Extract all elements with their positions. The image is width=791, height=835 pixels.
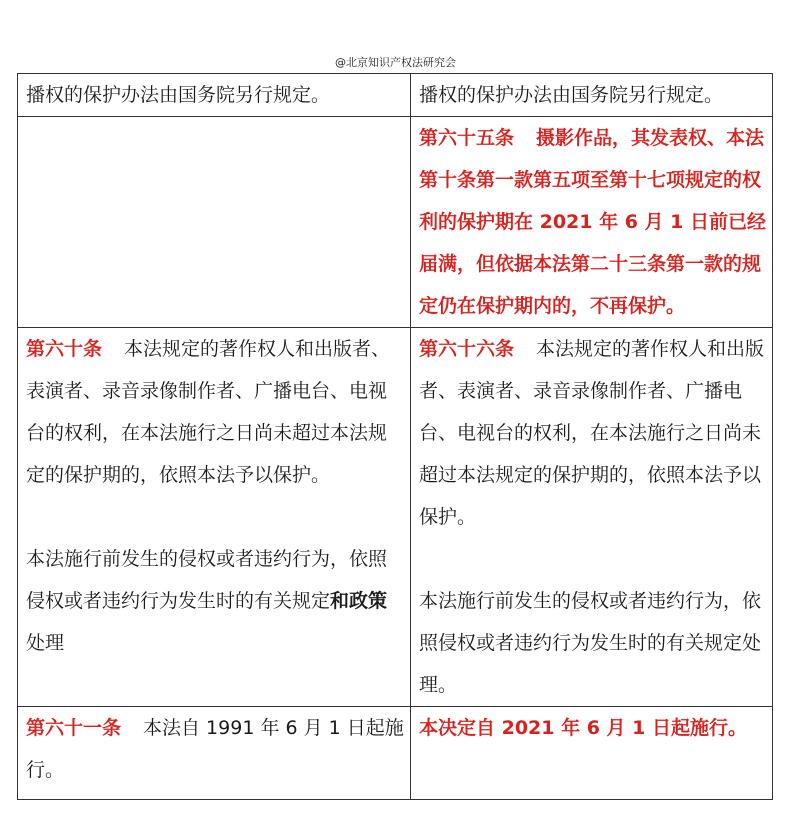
- left-cell: [18, 707, 411, 800]
- table-row: [18, 707, 773, 800]
- article-text-new: 本决定自 2021 年 6 月 1 日起施行。: [419, 717, 748, 739]
- right-cell: [411, 117, 773, 328]
- left-cell-empty: [18, 117, 411, 328]
- law-comparison-table: [17, 73, 773, 800]
- watermark-text: @北京知识产权法研究会: [335, 56, 456, 69]
- table-row: [18, 74, 773, 117]
- article-heading: 第六十五条: [419, 127, 515, 149]
- right-cell: [411, 328, 773, 707]
- paragraph: [26, 538, 404, 664]
- left-cell: [18, 328, 411, 707]
- left-text: 播权的保护办法由国务院另行规定。: [26, 84, 331, 106]
- article-heading: 第六十条: [26, 338, 103, 360]
- article-text: 处理: [26, 632, 65, 654]
- article-text: 本法施行前发生的侵权或者违约行为，依照侵权或者违约行为发生时的有关规定处理。: [419, 590, 762, 696]
- paragraph: [26, 328, 404, 496]
- article-text: 本法施行前发生的侵权或者违约行为，依照侵权或者违约行为发生时的有关规定: [26, 548, 388, 612]
- right-cell: [411, 74, 773, 117]
- article-heading: 第六十六条: [419, 338, 515, 360]
- article-text: 本法规定的著作权人和出版者、表演者、录音录像制作者、广播电台、电视台的权利，在本法施行之日尚未超过本法规定的保护期的，依照本法予以保护。: [419, 338, 765, 528]
- right-cell: [411, 707, 773, 800]
- right-text: 播权的保护办法由国务院另行规定。: [419, 84, 724, 106]
- deleted-bold-text: 和政策: [330, 590, 388, 612]
- article-heading: 第六十一条: [26, 717, 122, 739]
- table-row: [18, 117, 773, 328]
- paragraph: [419, 580, 766, 706]
- article-text: 本法自 1991 年 6 月 1 日起施行。: [26, 717, 404, 781]
- article-text-new: 摄影作品，其发表权、本法第十条第一款第五项至第十七项规定的权利的保护期在 2021 年 6 月 1 日前已经届满，但依据本法第二十三条第一款的规定仍在保护期内的，不再保护。: [419, 127, 767, 317]
- left-cell: [18, 74, 411, 117]
- article-text: 本法规定的著作权人和出版者、表演者、录音录像制作者、广播电台、电视台的权利，在本法施行之日尚未超过本法规定的保护期的，依照本法予以保护。: [26, 338, 391, 486]
- table-row: [18, 328, 773, 707]
- paragraph: [419, 328, 766, 538]
